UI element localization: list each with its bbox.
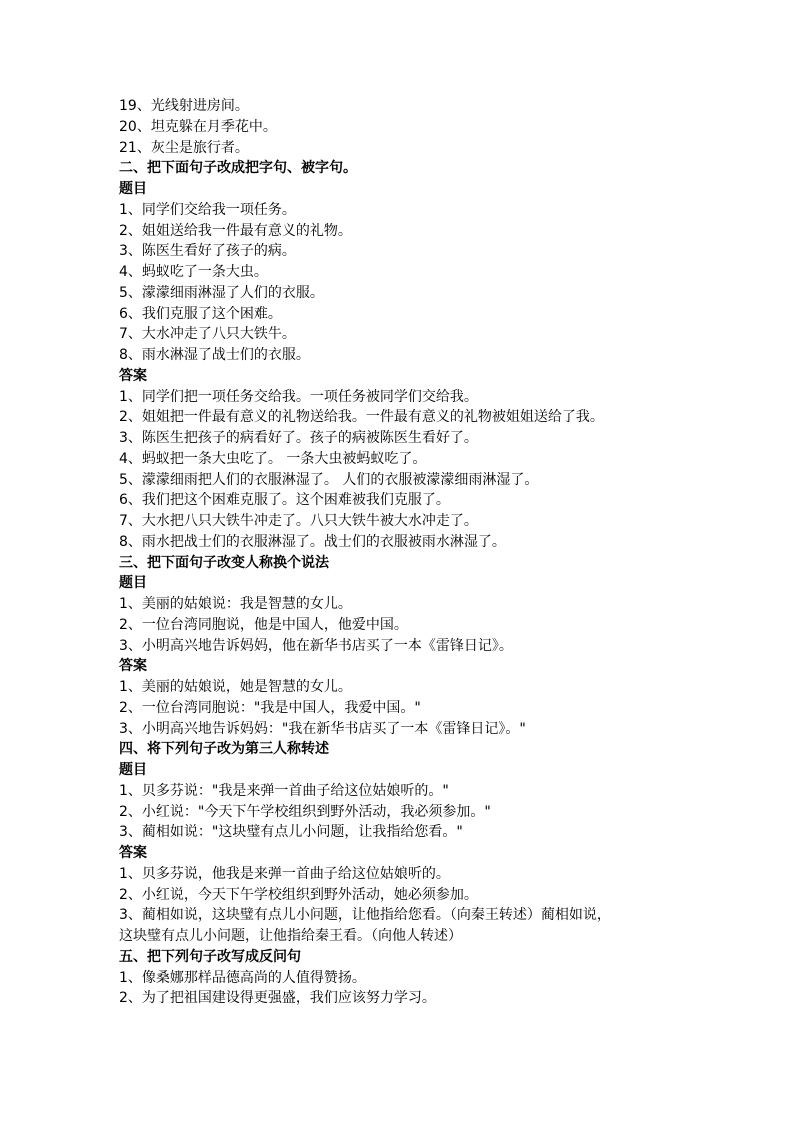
text-line: 4、蚂蚁吃了一条大虫。	[119, 264, 268, 280]
text-line: 1、贝多芬说："我是来弹一首曲子给这位姑娘听的。"	[119, 782, 449, 799]
text-line: 1、美丽的姑娘说：我是智慧的女儿。	[119, 596, 352, 612]
text-line: 4、蚂蚁把一条大虫吃了。 一条大虫被蚂蚁吃了。	[119, 450, 427, 467]
text-line: 7、大水把八只大铁牛冲走了。八只大铁牛被大水冲走了。	[119, 513, 478, 529]
text-line: 8、雨水淋湿了战士们的衣服。	[119, 347, 310, 363]
text-line: 3、陈医生看好了孩子的病。	[119, 243, 296, 260]
text-line: 20、坦克躲在月季花中。	[119, 118, 277, 135]
text-line: 2、姐姐送给我一件最有意义的礼物。	[119, 222, 352, 239]
text-line: 8、雨水把战士们的衣服淋湿了。战士们的衣服被雨水淋湿了。	[119, 533, 506, 550]
text-line: 3、小明高兴地告诉妈妈，他在新华书店买了一本《雷锋日记》。	[119, 637, 513, 654]
text-line: 3、蔺相如说，这块璧有点儿小问题，让他指给您看。（向秦王转述）蔺相如说，	[119, 907, 611, 924]
text-line: 7、大水冲走了八只大铁牛。	[119, 326, 296, 343]
text-line: 2、姐姐把一件最有意义的礼物送给我。一件最有意义的礼物被姐姐送给了我。	[119, 409, 604, 426]
text-line: 2、为了把祖国建设得更强盛，我们应该努力学习。	[119, 990, 436, 1007]
text-line: 21、灰尘是旅行者。	[119, 139, 249, 156]
section-heading: 五、把下列句子改写成反问句	[119, 948, 301, 965]
text-line: 3、蔺相如说："这块璧有点儿小问题，让我指给您看。"	[119, 824, 463, 841]
text-line: 19、光线射进房间。	[119, 98, 249, 114]
section-heading: 题目	[119, 762, 147, 778]
text-line: 1、同学们把一项任务交给我。一项任务被同学们交给我。	[119, 388, 478, 405]
document-body	[119, 96, 689, 1009]
text-line: 5、濛濛细雨把人们的衣服淋湿了。 人们的衣服被濛濛细雨淋湿了。	[119, 471, 539, 488]
text-line: 6、我们把这个困难克服了。这个困难被我们克服了。	[119, 492, 450, 509]
text-line: 5、濛濛细雨淋湿了人们的衣服。	[119, 284, 324, 301]
text-line: 2、一位台湾同胞说，他是中国人，他爱中国。	[119, 616, 408, 633]
text-line: 3、小明高兴地告诉妈妈："我在新华书店买了一本《雷锋日记》。"	[119, 720, 526, 737]
text-line: 6、我们克服了这个困难。	[119, 305, 282, 322]
section-heading: 答案	[119, 658, 147, 675]
text-line: 1、美丽的姑娘说，她是智慧的女儿。	[119, 679, 352, 695]
section-heading: 题目	[119, 575, 147, 592]
section-heading: 二、把下面句子改成把字句、被字句。	[119, 160, 357, 177]
text-line: 3、陈医生把孩子的病看好了。孩子的病被陈医生看好了。	[119, 430, 478, 446]
section-heading: 三、把下面句子改变人称换个说法	[119, 554, 329, 571]
text-line: 1、同学们交给我一项任务。	[119, 201, 296, 218]
section-heading: 答案	[119, 367, 147, 384]
text-line: 2、一位台湾同胞说："我是中国人，我爱中国。"	[119, 699, 421, 716]
section-heading: 答案	[119, 845, 147, 861]
text-line: 2、小红说："今天下午学校组织到野外活动，我必须参加。"	[119, 803, 491, 820]
text-line: 2、小红说，今天下午学校组织到野外活动，她必须参加。	[119, 886, 478, 903]
section-heading: 四、将下列句子改为第三人称转述	[119, 741, 329, 758]
text-line: 1、像桑娜那样品德高尚的人值得赞扬。	[119, 969, 366, 986]
section-heading: 题目	[119, 181, 147, 197]
text-line: 1、贝多芬说，他我是来弹一首曲子给这位姑娘听的。	[119, 865, 450, 882]
text-line: 这块璧有点儿小问题，让他指给秦王看。（向他人转述）	[119, 928, 462, 944]
